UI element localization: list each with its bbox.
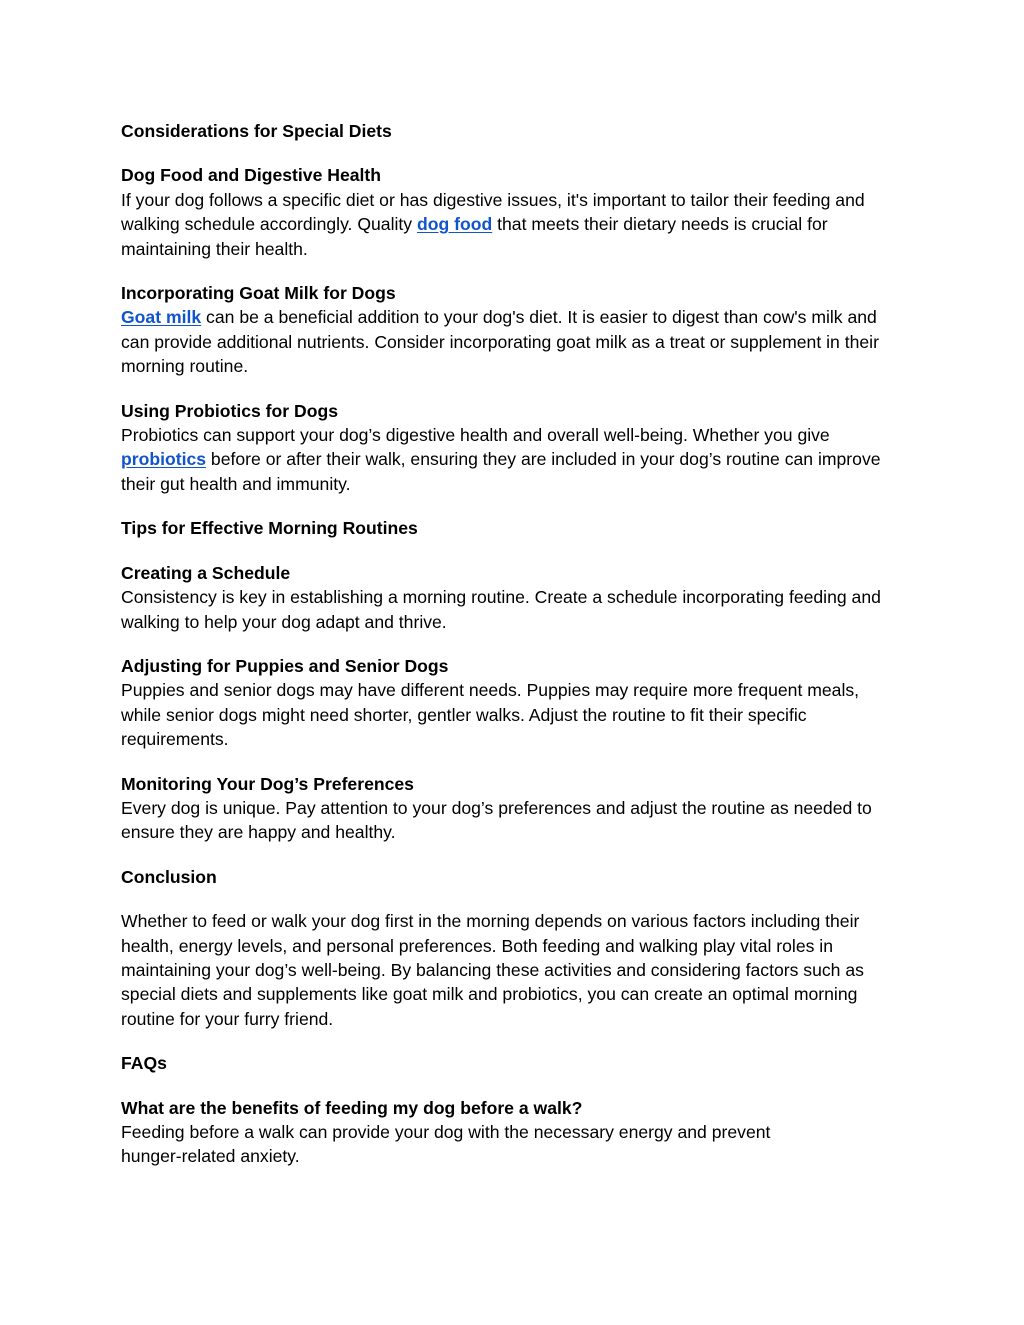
schedule-paragraph: Consistency is key in establishing a morning routine. Create a schedule incorporating feeding and walking to help your dog adapt and thrive. xyxy=(121,587,881,632)
tips-title: Tips for Effective Morning Routines xyxy=(121,518,418,539)
probiotics-paragraph xyxy=(121,423,903,496)
puppies-section xyxy=(121,654,903,752)
faqs-title: FAQs xyxy=(121,1053,167,1074)
schedule-section xyxy=(121,561,903,634)
probiotics-text-before: Probiotics can support your dog’s digestive health and overall well-being. Whether you give xyxy=(121,425,830,446)
puppies-paragraph: Puppies and senior dogs may have different needs. Puppies may require more frequent meals, while senior dogs might need shorter, gentler walks. Adjust the routine to fit their specific requirements. xyxy=(121,680,860,750)
goat-milk-heading: Incorporating Goat Milk for Dogs xyxy=(121,283,396,304)
faq-question: What are the benefits of feeding my dog before a walk? xyxy=(121,1097,583,1118)
document-page xyxy=(121,119,903,1189)
probiotics-text-after: before or after their walk, ensuring they are included in your dog’s routine can improve their gut health and immunity. xyxy=(121,449,881,494)
goat-milk-link[interactable]: Goat milk xyxy=(121,307,202,328)
probiotics-section xyxy=(121,399,903,497)
goat-milk-section xyxy=(121,281,903,379)
faq-answer-line2: hunger-related anxiety. xyxy=(121,1146,300,1167)
goat-milk-paragraph xyxy=(121,305,903,378)
special-diets-title: Considerations for Special Diets xyxy=(121,121,392,141)
conclusion-title: Conclusion xyxy=(121,866,217,887)
preferences-section xyxy=(121,772,903,845)
probiotics-heading: Using Probiotics for Dogs xyxy=(121,400,339,421)
conclusion-section xyxy=(121,909,903,1031)
dog-food-link[interactable]: dog food xyxy=(416,214,493,235)
dog-food-section xyxy=(121,163,903,261)
dog-food-heading: Dog Food and Digestive Health xyxy=(121,165,382,186)
preferences-paragraph: Every dog is unique. Pay attention to your dog’s preferences and adjust the routine as needed to ensure they are happy and healthy. xyxy=(121,797,872,843)
dog-food-paragraph xyxy=(121,188,903,261)
preferences-heading: Monitoring Your Dog’s Preferences xyxy=(121,773,414,794)
conclusion-paragraph: Whether to feed or walk your dog first in the morning depends on various factors including their health, energy levels, and personal preferences. Both feeding and walking play vital roles in maintaining your dog’s well-being. By balancing these activities and considering factors such as special diets and supplements like goat milk and probiotics, you can create an optimal morning routine for your furry friend. xyxy=(121,911,864,1029)
goat-milk-text-after: can be a beneficial addition to your dog's diet. It is easier to digest than cow's milk and can provide additional nutrients. Consider incorporating goat milk as a treat or supplement in their morning routine. xyxy=(121,307,879,377)
schedule-heading: Creating a Schedule xyxy=(121,562,291,583)
dog-food-text-before: If your dog follows a specific diet or has digestive issues, it's important to tailor their feeding and walking schedule accordingly. Quality xyxy=(121,189,865,235)
faq-item xyxy=(121,1096,903,1169)
probiotics-link[interactable]: probiotics xyxy=(121,449,207,470)
puppies-heading: Adjusting for Puppies and Senior Dogs xyxy=(121,655,449,676)
faq-answer-line1: Feeding before a walk can provide your dog with the necessary energy and prevent xyxy=(121,1122,771,1142)
dog-food-text-after: that meets their dietary needs is crucial for maintaining their health. xyxy=(121,214,828,259)
